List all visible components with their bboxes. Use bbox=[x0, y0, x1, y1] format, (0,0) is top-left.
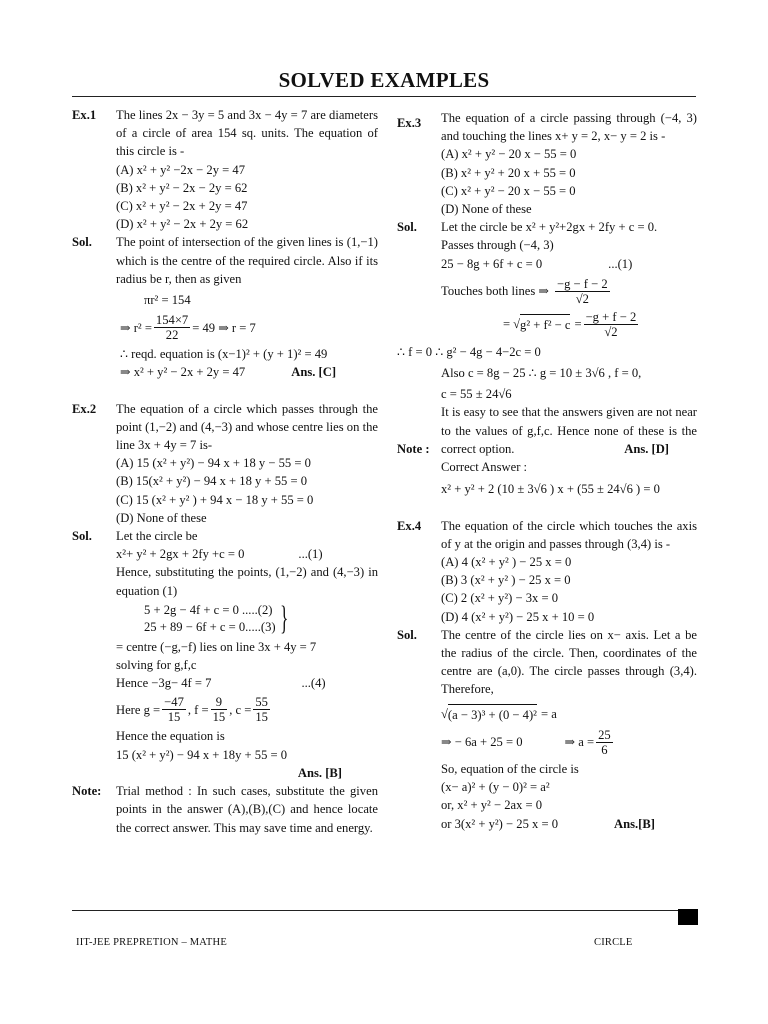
distance-1-denominator: √2 bbox=[575, 291, 589, 306]
f-denominator: 15 bbox=[212, 710, 226, 725]
example-4-option-c: (C) 2 (x² + y²) − 3x = 0 bbox=[441, 591, 559, 606]
radius-equality-line: = √ g² + f² − c = $\frac{-g + f - 2}{√2}$ bbox=[503, 309, 637, 339]
example-2-option-b: (B) 15(x² + y²) − 94 x + 18 y + 55 = 0 bbox=[116, 474, 308, 489]
example-2-label: Ex.2 bbox=[72, 401, 97, 416]
solve-a-left: ⇒ − 6a + 25 = 0 bbox=[441, 735, 523, 750]
answer-4: Ans.[B] bbox=[614, 816, 655, 831]
note-3-equation: x² + y² + 2 (10 ± 3√6 ) x + (55 ± 24√6 ) = 0 bbox=[441, 482, 660, 497]
root-expression: (a − 3)³ + (0 − 4)² bbox=[448, 704, 537, 724]
final-equation-line bbox=[116, 363, 378, 381]
distance-fraction-2 bbox=[584, 310, 639, 339]
system-block bbox=[144, 602, 276, 636]
example-2-option-d: (D) None of these bbox=[116, 510, 207, 525]
example-4-label: Ex.4 bbox=[397, 518, 422, 533]
right-brace: } bbox=[279, 599, 288, 637]
touches-line bbox=[441, 277, 697, 306]
radius-equation bbox=[116, 313, 378, 342]
page-title: SOLVED EXAMPLES bbox=[278, 68, 490, 92]
solution-2-line-6: = centre (−g,−f) lies on line 3x + 4y = 7 bbox=[116, 639, 317, 654]
solution-3-conclusion: It is easy to see that the answers given are not near to the values of g,f,c. Hence none of these is the correct option. bbox=[441, 405, 697, 456]
radius-root: g² + f² − c bbox=[520, 314, 570, 334]
f-numerator: 9 bbox=[211, 695, 228, 710]
distance-2-numerator: −g + f − 2 bbox=[585, 309, 637, 324]
example-3-option-d: (D) None of these bbox=[441, 202, 532, 217]
example-1-label: Ex.1 bbox=[72, 108, 97, 122]
a-fraction bbox=[596, 728, 613, 757]
solution-3-c-line: Also c = 8g − 25 ∴ g = 10 ± 3√6 , f = 0, bbox=[441, 366, 642, 381]
solve-a-line bbox=[441, 728, 697, 757]
solution-4-line-4: (x− a)² + (y − 0)² = a² bbox=[441, 780, 550, 795]
example-1-option-d: (D) x² + y² − 2x + 2y = 62 bbox=[116, 217, 249, 232]
solution-1-text: The point of intersection of the given lines is (1,−1) which is the centre of the required circle. Also if its radius be r, then as given bbox=[116, 235, 378, 286]
point-equation: 25 − 8g + 6f + c = 0 bbox=[441, 256, 543, 271]
eq-tag-4: ...(4) bbox=[301, 676, 326, 691]
a-numerator: 25 bbox=[598, 727, 611, 742]
answer-2: Ans. [B] bbox=[297, 765, 342, 780]
note-3 bbox=[397, 440, 697, 499]
area-equation: πr² = 154 bbox=[144, 293, 191, 308]
answer-3-row bbox=[441, 440, 697, 458]
r2-denominator: 22 bbox=[165, 328, 179, 343]
example-3 bbox=[397, 106, 697, 218]
example-2-question: The equation of a circle which passes through the point (1,−2) and (4,−3) and whose centre lies on the line 3x + 4y = 7 is- bbox=[116, 401, 378, 453]
solution-2-line-9: Hence the equation is bbox=[116, 729, 225, 744]
solution-2-line-8 bbox=[116, 674, 378, 692]
solution-4 bbox=[397, 626, 697, 833]
solution-4-text: The centre of the circle lies on x− axis. Let a be the radius of the circle. Then, coordinates of the centre are (a,0). The circle passes through (3,4). Therefore, bbox=[441, 627, 697, 697]
f-lead: , f = bbox=[187, 702, 209, 717]
example-1-option-a: (A) x² + y² −2x − 2y = 47 bbox=[116, 162, 246, 177]
footer-rule bbox=[72, 910, 696, 911]
example-3-option-b: (B) x² + y² + 20 x + 55 = 0 bbox=[441, 165, 576, 180]
equation-3: 25 + 89 − 6f + c = 0.....(3) bbox=[144, 619, 276, 634]
solution-2-label: Sol. bbox=[72, 529, 92, 544]
g-numerator: −47 bbox=[164, 695, 184, 710]
distance-1-numerator: −g − f − 2 bbox=[556, 276, 608, 291]
solution-1-label: Sol. bbox=[72, 235, 92, 250]
example-3-option-a: (A) x² + y² − 20 x − 55 = 0 bbox=[441, 147, 577, 162]
example-3-label: Ex.3 bbox=[397, 116, 422, 130]
title-rule bbox=[72, 96, 696, 97]
here-g-lead: Here g = bbox=[116, 702, 161, 717]
example-4-option-d: (D) 4 (x² + y²) − 25 x + 10 = 0 bbox=[441, 609, 595, 624]
example-4-question: The equation of the circle which touches the axis of y at the origin and passes through (3,4) is - bbox=[441, 518, 697, 551]
solution-2-line-3: Hence, substituting the points, (1,−2) and (4,−3) in equation (1) bbox=[116, 565, 378, 598]
relation-eq: Hence −3g− 4f = 7 bbox=[116, 676, 212, 691]
g-denominator: 15 bbox=[167, 710, 181, 725]
r2-fraction bbox=[154, 313, 190, 342]
solution-3-line-2: Passes through (−4, 3) bbox=[441, 238, 554, 253]
a-denominator: 6 bbox=[601, 742, 608, 757]
touches-text: Touches both lines ⇒ bbox=[441, 284, 549, 299]
values-line bbox=[116, 695, 378, 724]
distance-2-denominator: √2 bbox=[604, 324, 618, 339]
example-2-option-c: (C) 15 (x² + y² ) + 94 x − 18 y + 55 = 0 bbox=[116, 492, 314, 507]
note-1-text: Trial method : In such cases, substitute the given points in the answer (A),(B),(C) and hence locate the correct answer. This may save time and energy. bbox=[116, 784, 378, 835]
solution-1 bbox=[72, 233, 378, 381]
circle-general-eq: x²+ y² + 2gx + 2fy +c = 0 bbox=[116, 547, 245, 562]
right-column bbox=[397, 106, 697, 833]
solution-4-line-3: So, equation of the circle is bbox=[441, 761, 579, 776]
example-2 bbox=[72, 400, 378, 527]
example-1-option-b: (B) x² + y² − 2x − 2y = 62 bbox=[116, 180, 248, 195]
note-1-label: Note: bbox=[72, 784, 102, 799]
note-3-text: Correct Answer : bbox=[441, 460, 528, 475]
r2-tail: = 49 ⇒ r = 7 bbox=[192, 320, 256, 335]
c-denominator: 15 bbox=[255, 710, 268, 725]
circle-general-line bbox=[116, 545, 378, 563]
c-numerator: 55 bbox=[255, 695, 268, 710]
eq-lead: = bbox=[503, 317, 511, 332]
r2-lead: ⇒ r² = bbox=[120, 320, 152, 335]
example-4-option-a: (A) 4 (x² + y² ) − 25 x = 0 bbox=[441, 555, 572, 570]
solution-4-line-6: or 3(x² + y²) − 25 x = 0 bbox=[441, 816, 559, 831]
example-1-question: The lines 2x − 3y = 5 and 3x − 4y = 7 are diameters of a circle of area 154 sq. units. The equation of this circle is - bbox=[116, 108, 378, 159]
f-fraction bbox=[211, 695, 228, 724]
solution-4-final-line bbox=[441, 815, 697, 833]
solution-3-f0: ∴ f = 0 ∴ g² − 4g − 4−2c = 0 bbox=[397, 344, 541, 359]
system-equations bbox=[116, 599, 378, 637]
example-3-question: The equation of a circle passing through (−4, 3) and touching the lines x+ y = 2, x− y = 2 is - bbox=[441, 111, 697, 144]
answer-3: Ans. [D] bbox=[624, 442, 669, 457]
left-column bbox=[72, 106, 378, 837]
distance-fraction-1 bbox=[555, 277, 610, 306]
solution-2 bbox=[72, 527, 378, 782]
required-equation: ∴ reqd. equation is (x−1)² + (y + 1)² = 49 bbox=[120, 347, 328, 362]
root-equation: √ (a − 3)³ + (0 − 4)² = a bbox=[441, 704, 697, 724]
root-tail: = a bbox=[540, 706, 557, 721]
r2-numerator: 154×7 bbox=[155, 313, 189, 328]
solution-3-c-value: c = 55 ± 24√6 bbox=[441, 387, 512, 402]
eq-tag-3-1: ...(1) bbox=[608, 256, 633, 271]
note-1 bbox=[72, 782, 378, 837]
example-4 bbox=[397, 517, 697, 626]
solution-3-label: Sol. bbox=[397, 220, 417, 235]
c-fraction bbox=[253, 695, 270, 724]
c-lead: , c = bbox=[229, 702, 252, 717]
eq-tag-1: ...(1) bbox=[298, 547, 323, 562]
note-3-label: Note : bbox=[397, 442, 430, 457]
example-1-option-c: (C) x² + y² − 2x + 2y = 47 bbox=[116, 199, 248, 214]
example-3-option-c: (C) x² + y² − 20 x − 55 = 0 bbox=[441, 183, 576, 198]
example-1 bbox=[72, 106, 378, 233]
example-4-option-b: (B) 3 (x² + y² ) − 25 x = 0 bbox=[441, 573, 571, 588]
equation-2: 5 + 2g − 4f + c = 0 .....(2) bbox=[144, 602, 273, 617]
solve-a-lead: ⇒ a = bbox=[564, 735, 595, 750]
final-equation: ⇒ x² + y² − 2x + 2y = 47 bbox=[120, 365, 246, 380]
example-2-option-a: (A) 15 (x² + y²) − 94 x + 18 y − 55 = 0 bbox=[116, 456, 311, 471]
footer-right: CIRCLE bbox=[594, 937, 633, 948]
solution-3-line-3 bbox=[441, 255, 697, 273]
eq-mid: = bbox=[574, 317, 582, 332]
solution-2-line-7: solving for g,f,c bbox=[116, 658, 197, 673]
g-fraction bbox=[162, 695, 186, 724]
solution-2-line-10: 15 (x² + y²) − 94 x + 18y + 55 = 0 bbox=[116, 747, 288, 762]
solution-4-label: Sol. bbox=[397, 627, 417, 642]
solution-3-line-1: Let the circle be x² + y²+2gx + 2fy + c = 0. bbox=[441, 220, 658, 235]
footer-left: IIT-JEE PREPRETION – MATHE bbox=[76, 937, 227, 948]
solution-3 bbox=[397, 218, 697, 458]
footer-black-box bbox=[678, 909, 698, 925]
solution-4-line-5: or, x² + y² − 2ax = 0 bbox=[441, 798, 543, 813]
answer-1: Ans. [C] bbox=[291, 365, 337, 380]
solution-2-line-1: Let the circle be bbox=[116, 529, 198, 544]
